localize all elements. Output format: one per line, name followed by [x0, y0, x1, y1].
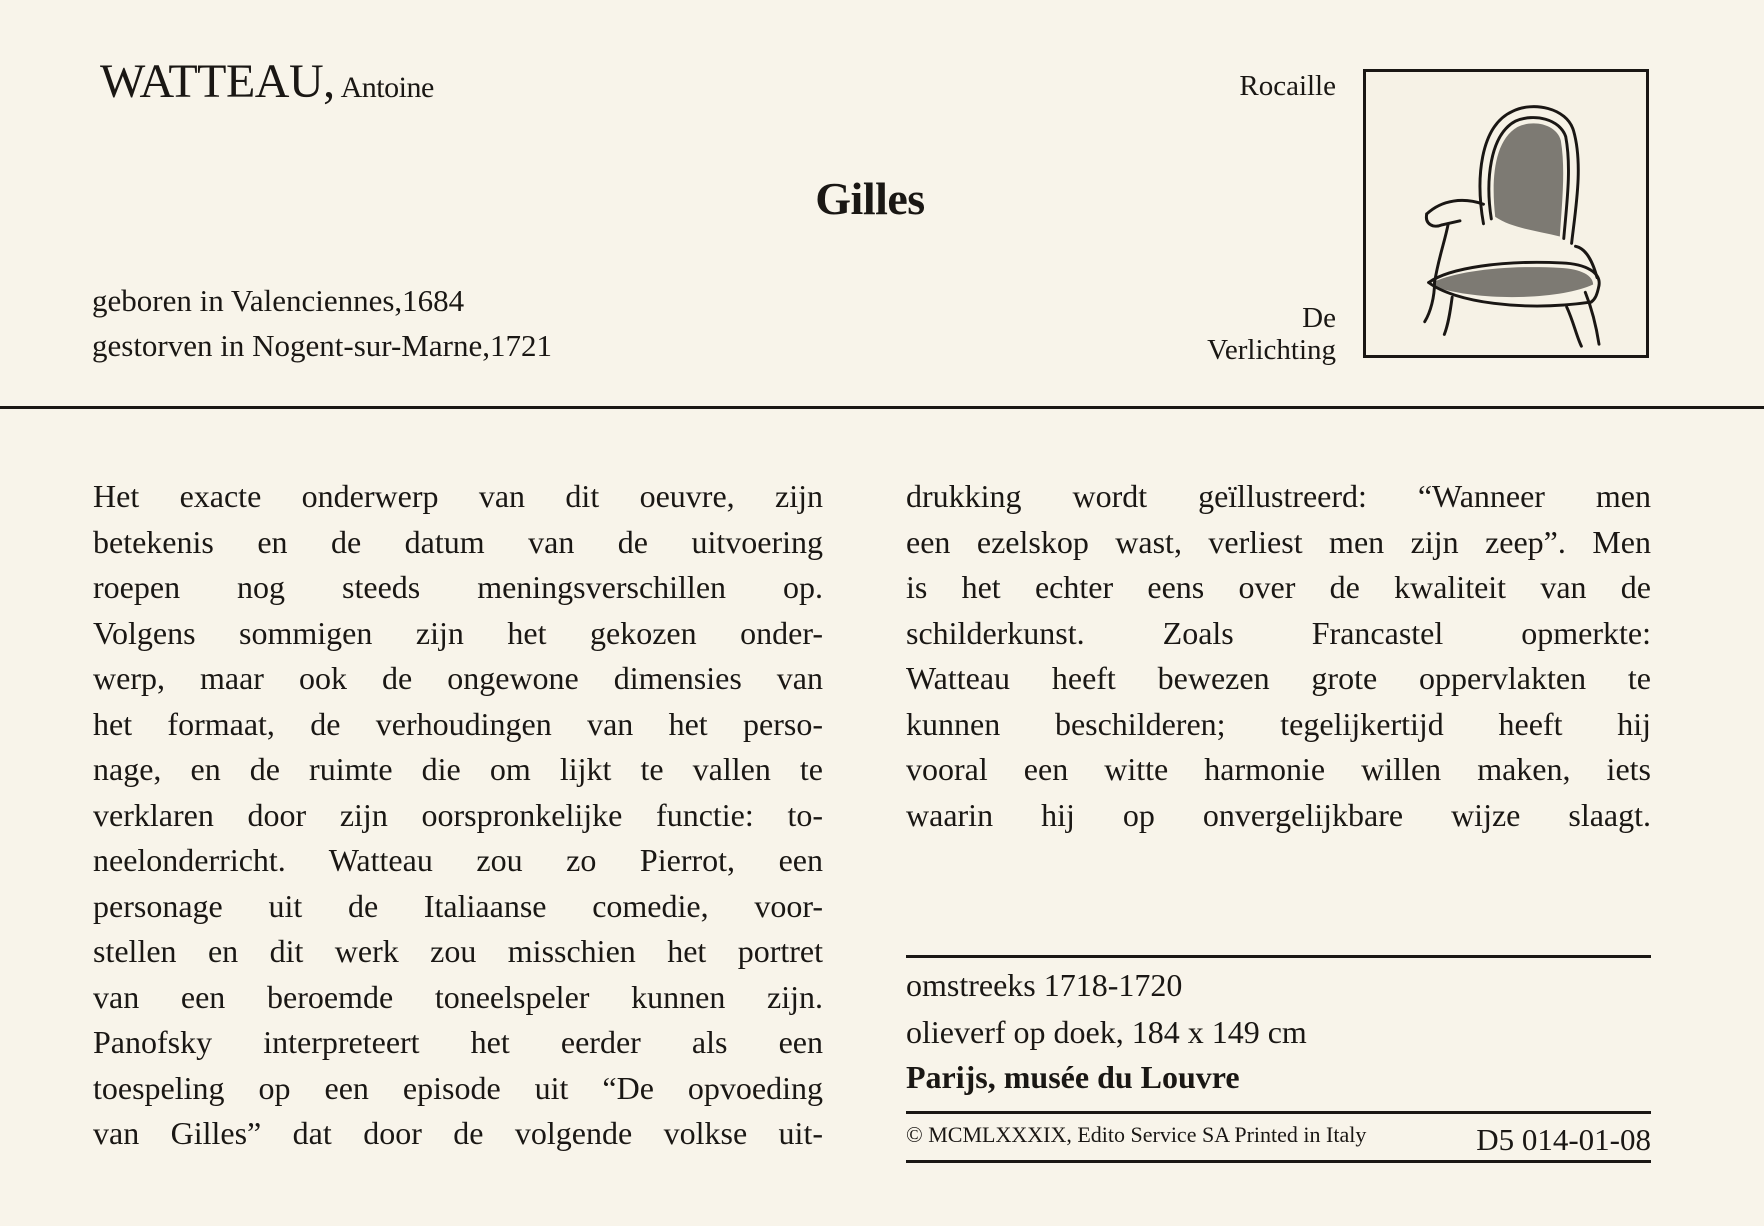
artist-first-name: Antoine — [340, 71, 434, 104]
text-line: Het exacte onderwerp van dit oeuvre, zijn — [93, 478, 823, 514]
text-line: toespeling op een episode uit “De opvoeding — [93, 1069, 823, 1106]
armchair-icon — [1366, 72, 1646, 355]
text-line: verklaren door zijn oorspronkelijke functie: to- — [93, 796, 823, 833]
text-line: kunnen beschilderen; tegelijkertijd heeft hij — [906, 705, 1651, 742]
text-line: Volgens sommigen zijn het gekozen onder- — [93, 614, 823, 651]
text-line: neelonderricht. Watteau zou zo Pierrot, een — [93, 842, 823, 878]
text-line: Panofsky interpreteert het eerder als een — [93, 1024, 823, 1060]
copyright-text: © MCMLXXXIX, Edito Service SA Printed in Italy — [906, 1122, 1367, 1147]
style-label-de: De — [1302, 302, 1336, 334]
armchair-illustration-frame — [1363, 69, 1649, 358]
text-line: van Gilles” dat door de volgende volkse uit- — [93, 1115, 823, 1151]
artist-surname: WATTEAU, — [100, 55, 335, 108]
text-line: waarin hij op onvergelijkbare wijze slaagt. — [906, 796, 1651, 833]
body-text-right — [906, 474, 1651, 838]
body-text-left — [93, 474, 823, 1157]
card-code: D5 014-01-08 — [1476, 1122, 1651, 1157]
death-info: gestorven in Nogent-sur-Marne,1721 — [92, 328, 552, 363]
text-line: van een beroemde toneelspeler kunnen zijn. — [93, 978, 823, 1015]
text-line: nage, en de ruimte die om lijkt te vallen te — [93, 751, 823, 787]
text-line: roepen nog steeds meningsverschillen op. — [93, 569, 823, 605]
style-label-verlichting: Verlichting — [1207, 334, 1336, 366]
copyright-line — [906, 1122, 1651, 1158]
text-line: schilderkunst. Zoals Francastel opmerkte: — [906, 614, 1651, 651]
artwork-location: Parijs, musée du Louvre — [906, 1059, 1240, 1095]
birth-info: geboren in Valenciennes,1684 — [92, 283, 465, 318]
info-divider-bottom — [906, 1160, 1651, 1163]
info-divider-middle — [906, 1111, 1651, 1114]
info-divider-top — [906, 955, 1651, 958]
text-line: personage uit de Italiaanse comedie, voor- — [93, 887, 823, 924]
text-line: drukking wordt geïllustreerd: “Wanneer men — [906, 478, 1651, 514]
text-line: het formaat, de verhoudingen van het perso- — [93, 705, 823, 742]
text-line: is het echter eens over de kwaliteit van de — [906, 569, 1651, 605]
artwork-title: Gilles — [815, 173, 925, 224]
text-line: Watteau heeft bewezen grote oppervlakten te — [906, 660, 1651, 696]
artwork-medium: olieverf op doek, 184 x 149 cm — [906, 1014, 1307, 1050]
artist-name — [100, 55, 434, 108]
text-line: stellen en dit werk zou misschien het portret — [93, 933, 823, 969]
artwork-date: omstreeks 1718-1720 — [906, 967, 1183, 1003]
text-line: werp, maar ook de ongewone dimensies van — [93, 660, 823, 696]
text-line: betekenis en de datum van de uitvoering — [93, 523, 823, 560]
style-label-rocaille: Rocaille — [1239, 70, 1336, 102]
text-line: een ezelskop wast, verliest men zijn zeep”. Men — [906, 523, 1651, 560]
text-line: vooral een witte harmonie willen maken, iets — [906, 751, 1651, 787]
header-divider — [0, 406, 1764, 409]
